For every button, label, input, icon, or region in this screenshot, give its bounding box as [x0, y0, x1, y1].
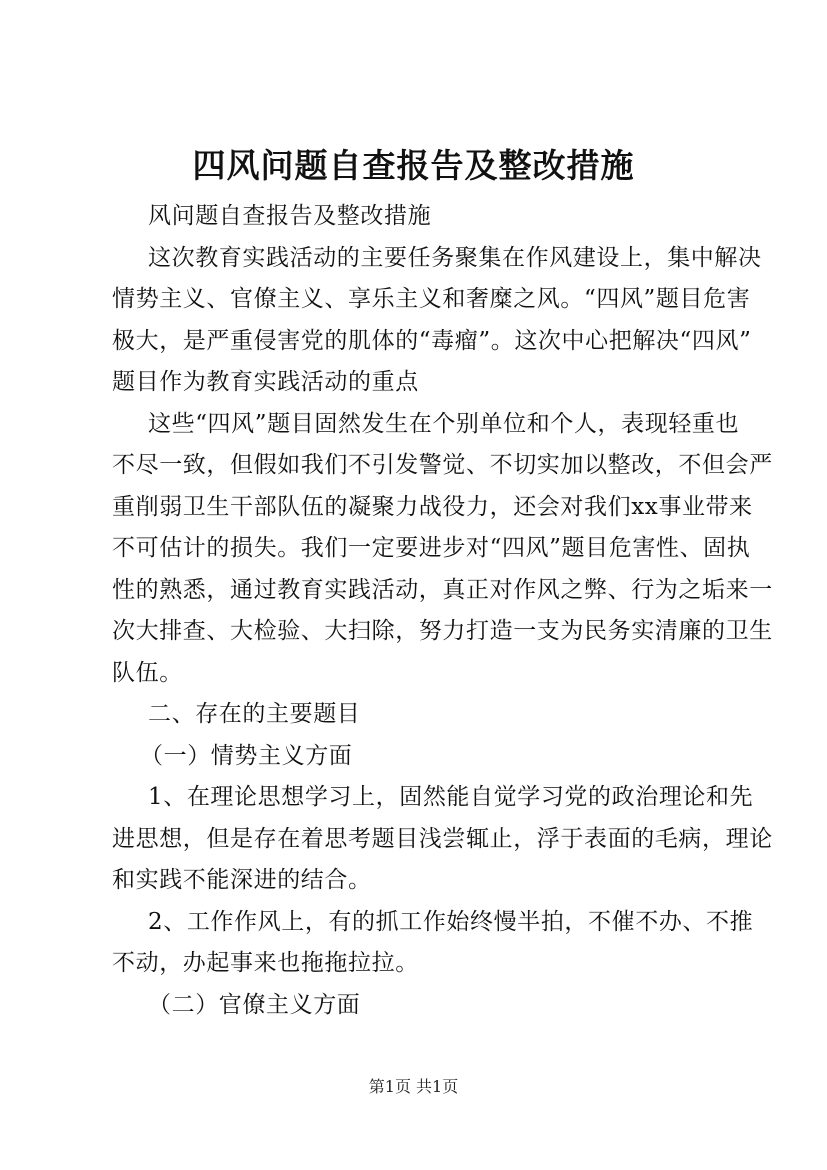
- paragraph-line: 这次教育实践活动的主要任务聚集在作风建设上，集中解决: [148, 244, 762, 271]
- paragraph-line: 极大，是严重侵害党的肌体的“毒瘤”。这次中心把解决“四风”: [112, 327, 752, 354]
- document-title: 四风问题自查报告及整改措施: [192, 146, 635, 185]
- page-footer: 第1页 共1页: [368, 1077, 459, 1096]
- paragraph-line: 情势主义、官僚主义、享乐主义和奢糜之风。“四风”题目危害: [112, 286, 751, 312]
- paragraph-line: 题目作为教育实践活动的重点: [112, 369, 419, 395]
- paragraph-line: 不可估计的损失。我们一定要进步对“四风”题目危害性、固执: [112, 535, 751, 561]
- paragraph-line: 次大排查、大检验、大扫除，努力打造一支为民务实清廉的卫生: [112, 618, 773, 644]
- paragraph-line: 进思想，但是存在着思考题目浅尝辄止，浮于表面的毛病，理论: [112, 825, 773, 852]
- paragraph-line: 性的熟悉，通过教育实践活动，真正对作风之弊、行为之垢来一: [112, 576, 773, 603]
- paragraph-line: 和实践不能深进的结合。: [112, 867, 372, 893]
- paragraph-line: 队伍。: [112, 659, 183, 686]
- subsection-heading: （一）情势主义方面: [140, 742, 353, 769]
- paragraph-line: 这些“四风”题目固然发生在个别单位和个人，表现轻重也: [148, 410, 740, 437]
- subtitle-line: 风问题自查报告及整改措施: [148, 203, 432, 229]
- paragraph-line: 重削弱卫生干部队伍的凝聚力战役力，还会对我们xx事业带来: [112, 493, 753, 520]
- paragraph-line: 2、工作作风上，有的抓工作始终慢半拍，不催不办、不推: [148, 908, 754, 935]
- paragraph-line: 1、在理论思想学习上，固然能自觉学习党的政治理论和先: [148, 784, 754, 810]
- paragraph-line: 不尽一致，但假如我们不引发警觉、不切实加以整改，不但会严: [112, 452, 773, 478]
- subsection-heading: （二）官僚主义方面: [148, 991, 361, 1018]
- paragraph-line: 不动，办起事来也拖拖拉拉。: [112, 950, 419, 976]
- section-heading: 二、存在的主要题目: [148, 701, 361, 727]
